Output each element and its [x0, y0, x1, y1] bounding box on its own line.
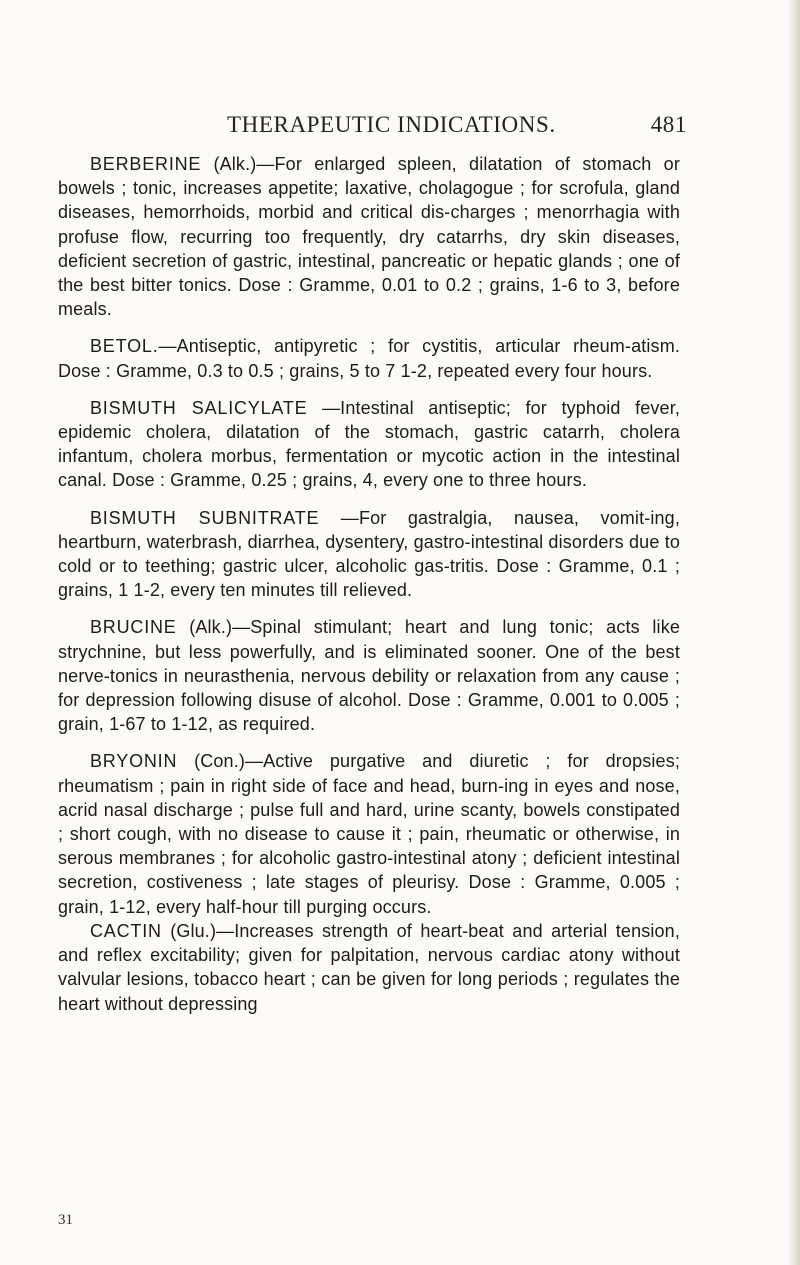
entry-betol: [58, 334, 680, 382]
entry-term: BRYONIN: [90, 751, 178, 772]
entry-body: —Antiseptic, antipyretic ; for cystitis, articular rheum-atism. Dose : Gramme, 0.3 to 0.5 ; grains, 5 to 7 1-2, repeated every four hours.: [58, 336, 680, 381]
entry-body: (Alk.)—For enlarged spleen, dilatation of stomach or bowels ; tonic, increases appetite; laxative, cholagogue ; for scrofula, gland diseases, hemorrhoids, morbid and critical dis-charges ; menorrhagia with profuse flow, recurring too frequently, dry catarrhs, dry skin diseases, deficient secretion of gastric, intestinal, pancreatic or hepatic glands ; one of the best bitter tonics. Dose : Gramme, 0.01 to 0.2 ; grains, 1-6 to 3, before meals.: [58, 154, 680, 320]
entry-term: BERBERINE: [90, 154, 202, 174]
entry-term: BISMUTH SALICYLATE: [90, 397, 308, 418]
body-text: [58, 152, 680, 1016]
entry-body: (Alk.)—Spinal stimulant; heart and lung tonic; acts like strychnine, but less powerfully, and is eliminated sooner. One of the best nerve-tonics in neurasthenia, nervous debility or relaxation from any cause ; for depression following disuse of alcohol. Dose : Gramme, 0.001 to 0.005 ; grain, 1-67 to 1-12, as required.: [58, 617, 680, 735]
entry-berberine: [58, 152, 680, 321]
entry-cactin: [58, 919, 680, 1016]
entry-bismuth-salicylate: [58, 396, 680, 493]
entry-body: —For gastralgia, nausea, vomit-ing, heartburn, waterbrash, diarrhea, dysentery, gastro-intestinal disorders due to cold or to teething; gastric ulcer, alcoholic gas-tritis. Dose : Gramme, 0.1 ; grains, 1 1-2, every ten minutes till relieved.: [58, 507, 680, 601]
running-header: [227, 112, 687, 142]
entry-body: (Con.)—Active purgative and diuretic ; for dropsies; rheumatism ; pain in right side of face and head, burn-ing in eyes and nose, acrid nasal discharge ; pulse full and hard, urine scanty, bowels constipated ; short cough, with no disease to cause it ; pain, rheumatic or otherwise, in serous membranes ; for alcoholic gastro-intestinal atony ; deficient intestinal secretion, costiveness ; late stages of pleurisy. Dose : Gramme, 0.005 ; grain, 1-12, every half-hour till purging occurs.: [58, 751, 680, 917]
signature-mark: 31: [58, 1212, 73, 1228]
entry-term: CACTIN: [90, 920, 162, 941]
entry-term: BISMUTH SUBNITRATE: [90, 507, 320, 528]
page-edge: [788, 0, 800, 1265]
entry-body: —Intestinal antiseptic; for typhoid fever, epidemic cholera, dilatation of the stomach, gastric catarrh, cholera infantum, cholera morbus, fermentation or mycotic action in the intestinal canal. Dose : Gramme, 0.25 ; grains, 4, every one to three hours.: [58, 397, 680, 491]
entry-term: BRUCINE: [90, 617, 177, 638]
entry-brucine: [58, 615, 680, 736]
page-number: 481: [650, 112, 687, 137]
entry-bismuth-subnitrate: [58, 506, 680, 603]
entry-body: (Glu.)—Increases strength of heart-beat and arterial tension, and reflex excitability; given for palpitation, nervous cardiac atony without valvular lesions, tobacco heart ; can be given for long periods ; regulates the heart without depressing: [58, 920, 680, 1014]
entry-bryonin: [58, 749, 680, 918]
running-title: THERAPEUTIC INDICATIONS.: [227, 112, 556, 137]
entry-term: BETOL.: [90, 336, 159, 357]
